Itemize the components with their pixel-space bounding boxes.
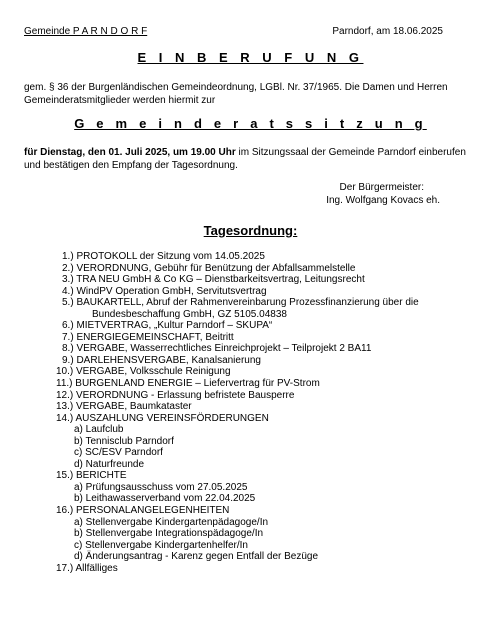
agenda-item-text: BURGENLAND ENERGIE – Liefervertrag für PV-Strom (75, 378, 320, 390)
meeting-details (24, 146, 484, 172)
agenda-item (56, 470, 476, 482)
municipality-header: Gemeinde P A R N D O R F (24, 26, 148, 37)
agenda-item (56, 563, 476, 575)
agenda-item (56, 286, 476, 298)
signature-block (308, 181, 440, 207)
agenda-item-text: TRA NEU GmbH & Co KG – Dienstbarkeitsvertrag, Leitungsrecht (76, 274, 365, 286)
agenda-item-number: 2.) (62, 262, 74, 274)
intro-paragraph: gem. § 36 der Burgenländischen Gemeindeordnung, LGBl. Nr. 37/1965. Die Damen und Herren Gemeinderatsmitglieder werden hiermit zur (24, 82, 448, 106)
agenda-item (56, 366, 476, 378)
agenda-item-text: PROTOKOLL der Sitzung vom 14.05.2025 (76, 251, 265, 262)
agenda-subitem: b) Tennisclub Parndorf (74, 435, 174, 447)
agenda-item-number: 8.) (62, 343, 74, 355)
agenda-item-number: 6.) (62, 320, 74, 332)
agenda-item-number: 7.) (62, 331, 74, 343)
agenda-item (56, 505, 476, 517)
agenda-item (56, 390, 476, 402)
agenda-item-number: 15.) (56, 470, 74, 482)
agenda-item-number: 11.) (56, 378, 73, 390)
agenda-item (56, 251, 476, 263)
signature-name: Ing. Wolfgang Kovacs eh. (326, 195, 440, 206)
agenda-subitem: c) SC/ESV Parndorf (74, 447, 163, 459)
agenda-subitem: d) Naturfreunde (74, 458, 145, 470)
agenda-item-text: AUSZAHLUNG VEREINSFÖRDERUNGEN (75, 412, 269, 424)
agenda-item-number: 16.) (56, 505, 74, 517)
agenda-item-text: VERORDNUNG, Gebühr für Benützung der Abfallsammelstelle (76, 262, 356, 274)
agenda-subitem: d) Änderungsantrag - Karenz gegen Entfall der Bezüge (74, 551, 319, 563)
agenda-item-text: VERGABE, Volksschule Reinigung (76, 366, 231, 378)
agenda-item-number: 4.) (62, 285, 74, 297)
agenda-item-text: PERSONALANGELEGENHEITEN (76, 505, 230, 517)
signature-role: Der Bürgermeister: (339, 182, 424, 193)
agenda-item (56, 378, 476, 390)
agenda-item (56, 320, 476, 332)
agenda-item (56, 413, 476, 425)
agenda-item-text: WindPV Operation GmbH, Servitutsvertrag (76, 285, 267, 297)
agenda-item-text: MIETVERTRAG, „Kultur Parndorf – SKUPA“ (76, 320, 273, 332)
session-title: G e m e i n d e r a t s s i t z u n g (74, 116, 427, 131)
agenda-item-text: VERORDNUNG - Erlassung befristete Bausperre (76, 389, 295, 401)
meeting-location-text: im Sitzungssaal der Gemeinde Parndorf einberufen und bestätigen den Empfang der Tagesordnung. (24, 147, 466, 171)
agenda-item-number: 5.) (62, 297, 74, 309)
agenda-item-continuation: Bundesbeschaffung GmbH, GZ 5105.04838 (92, 308, 287, 320)
agenda-subitem: c) Stellenvergabe Kindergartenhelfer/In (74, 539, 248, 551)
agenda-subitem: a) Stellenvergabe Kindergartenpädagoge/In (74, 516, 269, 528)
agenda-title: Tagesordnung: (203, 223, 298, 238)
agenda-item-text: BERICHTE (76, 470, 127, 482)
agenda-subitem: b) Leithawasserverband vom 22.04.2025 (74, 493, 256, 505)
agenda-item-text: Allfälliges (75, 562, 118, 574)
document-title: E I N B E R U F U N G (137, 50, 364, 65)
agenda-item-number: 13.) (56, 401, 74, 413)
agenda-subitem: a) Laufclub (74, 424, 124, 436)
agenda-subitem: a) Prüfungsausschuss vom 27.05.2025 (74, 481, 248, 493)
agenda-item-text: ENERGIEGEMEINSCHAFT, Beitritt (76, 331, 234, 343)
agenda-item (56, 297, 476, 309)
agenda-list (56, 251, 476, 574)
agenda-item-number: 3.) (62, 274, 74, 286)
meeting-date: für Dienstag, den 01. Juli 2025, um 19.00 Uhr (24, 147, 236, 158)
place-date: Parndorf, am 18.06.2025 (332, 26, 443, 37)
agenda-item (56, 343, 476, 355)
agenda-item-text: VERGABE, Wasserrechtliches Einreichprojekt – Teilprojekt 2 BA11 (76, 343, 372, 355)
agenda-item (56, 263, 476, 275)
agenda-item-number: 9.) (62, 354, 74, 366)
agenda-item-number: 14.) (56, 412, 74, 424)
agenda-item-number: 12.) (56, 389, 74, 401)
agenda-item (56, 332, 476, 344)
agenda-item (56, 274, 476, 286)
agenda-item-text: VERGABE, Baumkataster (76, 401, 192, 413)
agenda-item (56, 355, 476, 367)
agenda-item-number: 1.) (62, 251, 74, 262)
agenda-item-text: BAUKARTELL, Abruf der Rahmenvereinbarung Prozessfinanzierung über die (76, 297, 419, 309)
agenda-item-text: DARLEHENSVERGABE, Kanalsanierung (76, 354, 261, 366)
agenda-subitem: b) Stellenvergabe Integrationspädagoge/In (74, 528, 264, 540)
agenda-item-number: 10.) (56, 366, 74, 378)
agenda-item-number: 17.) (56, 562, 74, 574)
agenda-item (56, 401, 476, 413)
